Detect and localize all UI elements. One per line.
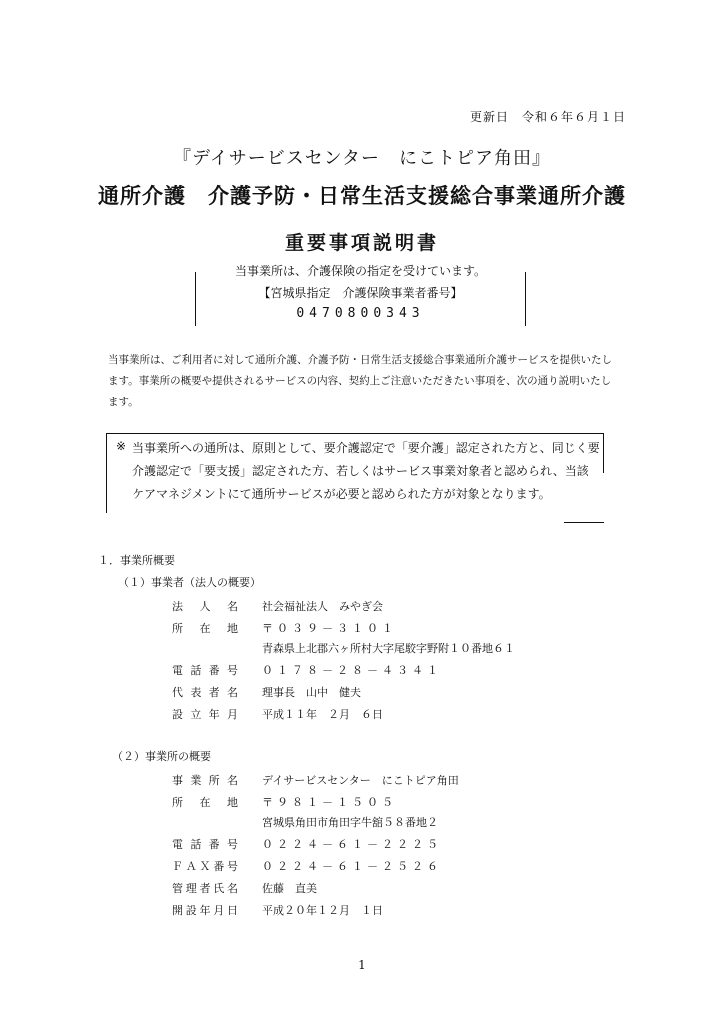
row-value: 社会福祉法人 みやぎ会 <box>262 600 383 613</box>
revision-date: 更新日 令和６年６月１日 <box>470 110 627 124</box>
section-heading: １．事業所概要 <box>98 554 175 567</box>
row-label: 電話番号 <box>172 664 238 677</box>
intro-paragraph: 当事業所は、ご利用者に対して通所介護、介護予防・日常生活支援総合事業通所介護サービスを提供いたします。事業所の概要や提供されるサービスの内容、契約上ご注意いただきたい事項を、次の通り説明いたします。 <box>108 354 612 408</box>
row-label: 法人名 <box>172 600 238 613</box>
notice-border-right <box>603 433 604 473</box>
row-value: 佐藤 直美 <box>262 882 317 895</box>
row-label: 所在地 <box>172 622 238 635</box>
row-label: 所在地 <box>172 796 238 809</box>
notice-box <box>106 433 604 523</box>
row-value: 平成２０年１２月 １日 <box>262 904 383 917</box>
bracket-right <box>525 272 526 326</box>
row-label: 管理者氏名 <box>172 882 238 895</box>
page-number: 1 <box>358 958 366 972</box>
bracket-left <box>195 272 196 326</box>
notice-border-bottom <box>564 522 604 523</box>
notice-mark: ※ <box>116 439 127 453</box>
designation-label: 【宮城県指定 介護保険事業者番号】 <box>258 286 463 300</box>
row-value: ０２２４－６１－２５２６ <box>262 860 442 873</box>
row-value: 〒９８１－１５０５ <box>262 796 397 809</box>
designation-box <box>198 262 523 326</box>
row-value: ０１７８－２８－４３４１ <box>262 664 442 677</box>
row-label: 代表者名 <box>172 686 238 699</box>
row-label: 開設年月日 <box>172 904 238 917</box>
row-value: 理事長 山中 健夫 <box>262 686 361 699</box>
row-value: ０２２４－６１－２２２５ <box>262 838 442 851</box>
service-title: 通所介護 介護予防・日常生活支援総合事業通所介護 <box>98 184 626 208</box>
row-label: 事業所名 <box>172 774 238 787</box>
notice-border-left <box>106 433 107 513</box>
facility-name: 『デイサービスセンター にこトピア角田』 <box>172 148 552 169</box>
office-heading: （２）事業所の概要 <box>112 750 211 763</box>
row-label: 電話番号 <box>172 838 238 851</box>
notice-text: 当事業所への通所は、原則として、要介護認定で「要介護」認定された方と、同じく要介護認定で「要支援」認定された方、若しくはサービス事業対象者と認められ、当該ケアマネジメントにて通所サービスが必要と認められた方が対象となります。 <box>132 441 600 501</box>
row-value: デイサービスセンター にこトピア角田 <box>262 774 459 787</box>
row-label: ＦＡＸ番号 <box>172 860 238 873</box>
document-title: 重要事項説明書 <box>284 232 439 254</box>
designation-statement: 当事業所は、介護保険の指定を受けています。 <box>234 264 487 278</box>
row-label: 設立年月 <box>172 708 238 721</box>
row-value: 平成１１年 ２月 ６日 <box>262 708 383 721</box>
row-value: 宮城県角田市角田字牛舘５８番地２ <box>262 816 438 829</box>
operator-heading: （１）事業者（法人の概要） <box>118 576 261 589</box>
notice-border-top <box>106 433 604 434</box>
row-value: 〒０３９－３１０１ <box>262 622 397 635</box>
provider-number: 0470800343 <box>296 306 425 321</box>
row-value: 青森県上北郡六ヶ所村大字尾駮字野附１０番地６１ <box>262 642 515 655</box>
